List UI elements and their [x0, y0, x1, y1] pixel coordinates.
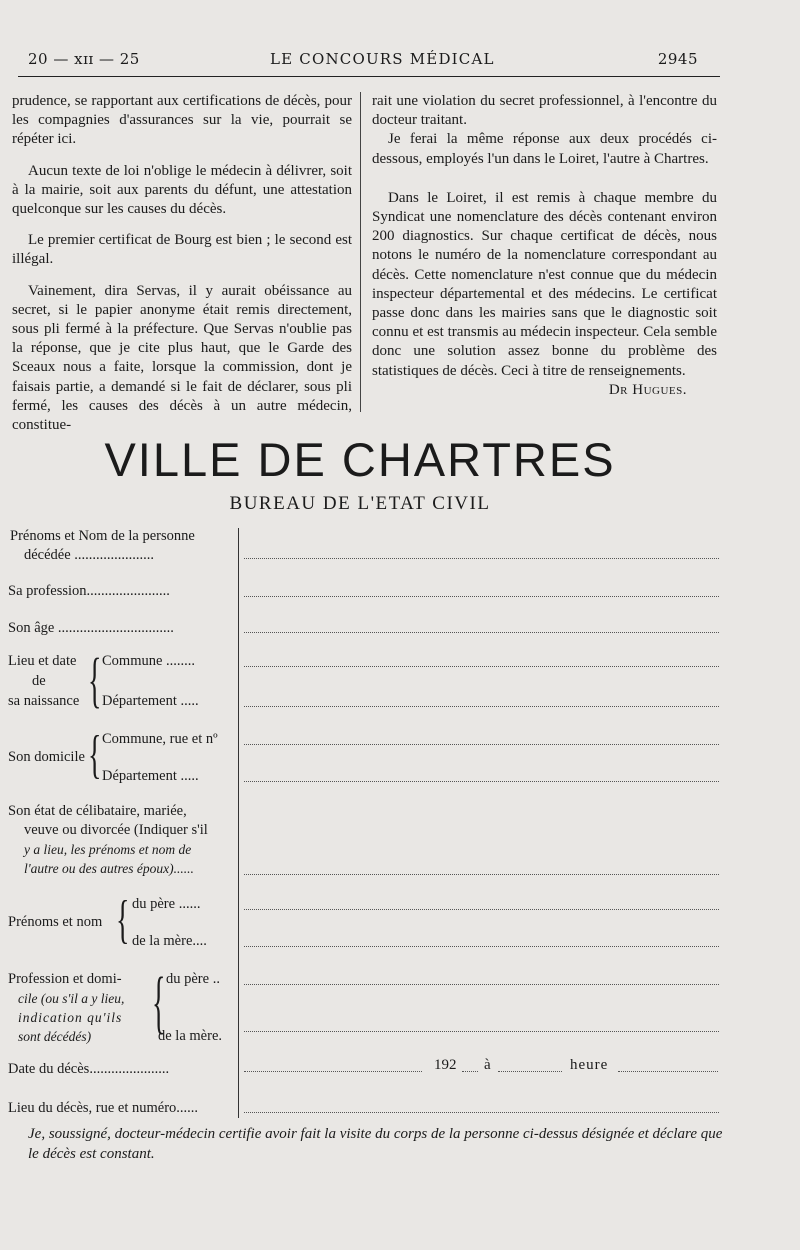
death-date-fill-line[interactable] — [244, 1071, 422, 1072]
field-label-parents: Prénoms et nom { du père ...... de la mère.... — [8, 891, 207, 951]
field-label-profession: Sa profession....................... — [8, 583, 170, 599]
paragraph: Aucun texte de loi n'oblige le médecin à délivrer, soit à la mairie, soit aux parents du défunt, une attestation quelconque sur les causes du décès. — [12, 162, 352, 218]
left-column — [12, 92, 352, 435]
journal-title: LE CONCOURS MÉDICAL — [270, 50, 495, 68]
year-suffix-fill-line[interactable] — [462, 1071, 478, 1072]
paragraph: Je ferai la même réponse aux deux procédés ci-dessous, employés l'un dans le Loiret, l'autre à Chartres. — [372, 131, 717, 167]
death-date-line: 192 à heure — [244, 1057, 719, 1077]
field-label-death-place: Lieu du décès, rue et numéro...... — [8, 1100, 199, 1116]
header-rule — [18, 76, 720, 77]
brace-icon: { — [88, 647, 102, 716]
field-label-birth: Lieu et date de sa naissance { Commune ........ Département ..... — [8, 647, 199, 716]
mother-profession-fill-line[interactable] — [244, 1031, 719, 1032]
signature: Dr Hugues. — [608, 381, 687, 398]
father-profession-fill-line[interactable] — [244, 984, 719, 985]
brace-icon: { — [152, 965, 166, 1043]
declaration-text: Je, soussigné, docteur-médecin certifie avoir fait la visite du corps de la personne ci-dessus désignée et déclare que le décès est constant. — [28, 1126, 723, 1162]
marital-fill-line[interactable] — [244, 874, 719, 875]
field-label-domicile: Son domicile { Commune, rue et nº Département ..... — [8, 726, 218, 786]
form-title: VILLE DE CHARTRES — [104, 433, 616, 486]
mother-name-fill-line[interactable] — [244, 946, 719, 947]
father-name-fill-line[interactable] — [244, 909, 719, 910]
birth-departement-fill-line[interactable] — [244, 706, 719, 707]
form-divider — [238, 528, 239, 1118]
header-date: 20 — xɪɪ — 25 — [28, 50, 140, 68]
domicile-departement-fill-line[interactable] — [244, 781, 719, 782]
paragraph: rait une violation du secret professionnel, à l'encontre du docteur traitant. — [372, 93, 717, 129]
paragraph: prudence, se rapportant aux certifications de décès, pour les compagnies d'assurances sur la vie, pourrait se répéter ici. — [12, 93, 352, 148]
birth-commune-fill-line[interactable] — [244, 666, 719, 667]
age-fill-line[interactable] — [244, 632, 719, 633]
field-label-parents-profession: Profession et domi- cile (ou s'il a y lieu, indication qu'ils sont décédés) { du père .. de la mère. — [8, 965, 223, 1044]
form-subtitle: BUREAU DE L'ETAT CIVIL — [229, 493, 491, 514]
field-label-death-date: Date du décès...................... — [8, 1061, 170, 1077]
field-label-name: Prénoms et Nom de la personne décédée ...................... — [10, 528, 195, 563]
domicile-commune-fill-line[interactable] — [244, 744, 719, 745]
right-column — [372, 92, 717, 400]
brace-icon: { — [116, 891, 130, 951]
minute-fill-line[interactable] — [618, 1071, 718, 1072]
profession-fill-line[interactable] — [244, 596, 719, 597]
brace-icon: { — [88, 726, 102, 786]
hour-fill-line[interactable] — [498, 1071, 562, 1072]
death-place-fill-line[interactable] — [244, 1112, 719, 1113]
field-label-marital: Son état de célibataire, mariée, veuve ou divorcée (Indiquer s'il y a lieu, les prénoms et nom de l'autre ou des autres époux)...... — [8, 803, 208, 876]
paragraph: Dans le Loiret, il est remis à chaque membre du Syndicat une nomenclature des décès contenant environ 200 diagnostics. Sur chaque certificat de décès, nous notons le numéro de la nomenclature correspondant au décès. Cette nomenclature n'est connue que du médecin inspecteur départemental et des médecins. Le certificat passe donc dans les mairies sans que le diagnostic soit connu et est transmis au médecin inspecteur. Cela semble donc une solution assez bonne du problème des statistiques de décès. Ceci à titre de renseignements. — [372, 189, 717, 379]
paragraph: Le premier certificat de Bourg est bien ; le second est illégal. — [12, 232, 352, 268]
running-header — [20, 50, 720, 70]
name-fill-line[interactable] — [244, 558, 719, 559]
paragraph: Vainement, dira Servas, il y aurait obéissance au secret, si le papier anonyme était remis directement, sous pli fermé à la préfecture. Que Servas n'oublie pas la réponse, que je cite plus haut, que le Garde des Sceaux nous a faite, lorsque la commission, dont je faisais partie, a demandé si le fait de déclarer, sous pli fermé, les causes des décès à un autre médecin, constitue- — [12, 282, 352, 434]
page-number: 2945 — [657, 50, 698, 68]
field-label-age: Son âge ................................ — [8, 620, 174, 636]
column-divider — [360, 92, 361, 412]
